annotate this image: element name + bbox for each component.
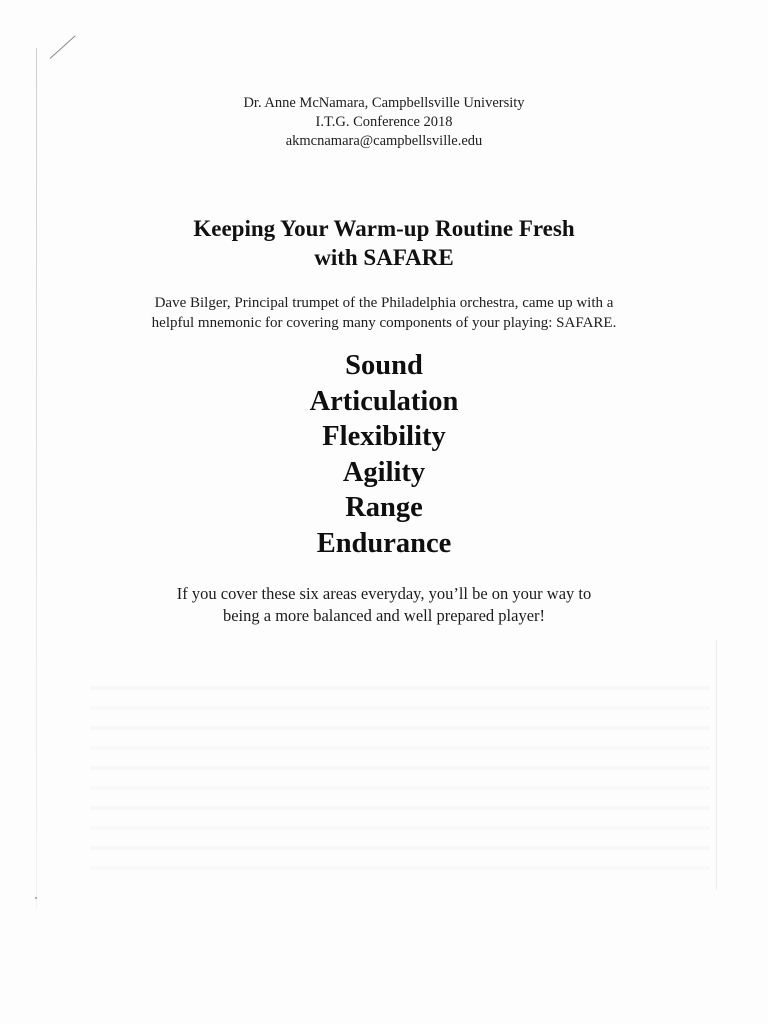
title-line-1: Keeping Your Warm-up Routine Fresh <box>193 216 575 241</box>
safare-item-endurance: Endurance <box>316 527 452 559</box>
intro-line-2: helpful mnemonic for covering many components of your playing: SAFARE. <box>151 315 617 331</box>
title-line-2: with SAFARE <box>314 245 454 270</box>
scan-speck <box>35 897 37 899</box>
document-title <box>0 214 768 272</box>
intro-line-1: Dave Bilger, Principal trumpet of the Philadelphia orchestra, came up with a <box>154 295 614 311</box>
safare-item-flexibility: Flexibility <box>322 421 446 452</box>
safare-item-articulation: Articulation <box>309 385 459 417</box>
closing-line-2: being a more balanced and well prepared player! <box>222 606 546 625</box>
author-line: Dr. Anne McNamara, Campbellsville University <box>243 95 525 111</box>
closing-line-1: If you cover these six areas everyday, you’ll be on your way to <box>176 584 592 603</box>
scan-edge-right <box>716 640 717 890</box>
conference-line: I.T.G. Conference 2018 <box>315 114 453 130</box>
safare-item-agility: Agility <box>342 456 426 488</box>
email-line: akmcnamara@campbellsville.edu <box>285 133 483 149</box>
intro-paragraph <box>0 293 768 333</box>
safare-item-range: Range <box>345 492 423 523</box>
document-header <box>0 94 768 151</box>
scan-bleed-through <box>90 670 710 870</box>
safare-item-sound: Sound <box>345 350 423 381</box>
pen-mark <box>50 35 76 58</box>
safare-list <box>0 348 768 561</box>
closing-paragraph <box>0 583 768 627</box>
